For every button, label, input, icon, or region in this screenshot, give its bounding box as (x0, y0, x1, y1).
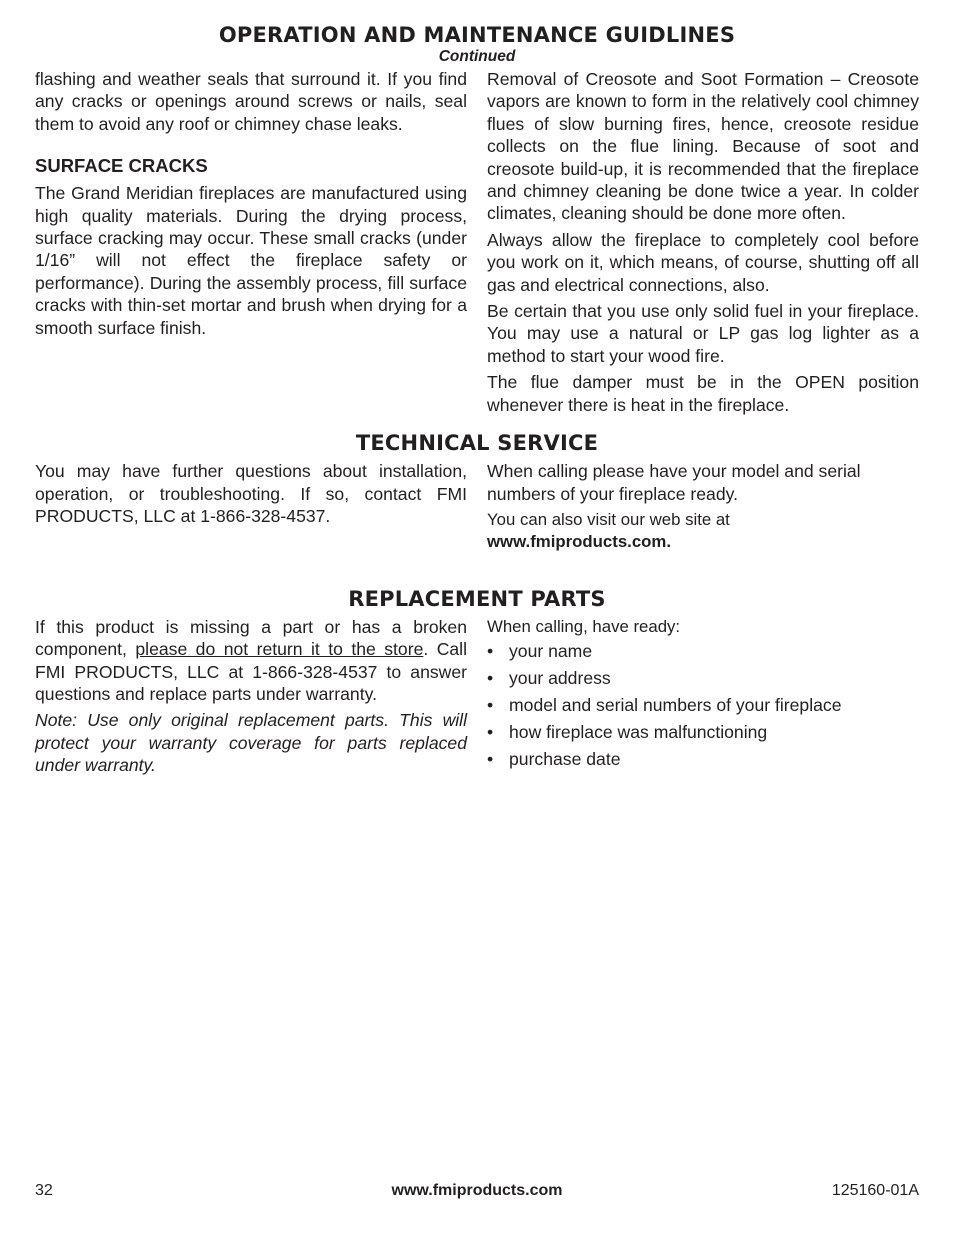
solid-fuel-paragraph: Be certain that you use only solid fuel in your fireplace. You may use a natural or LP gas log lighter as a method to start your wood fire. (487, 301, 919, 366)
technical-service-ready-paragraph: When calling please have your model and serial numbers of your fireplace ready. (487, 461, 861, 504)
when-calling-intro: When calling, have ready: (487, 616, 681, 636)
operation-left-intro: flashing and weather seals that surround it. If you find any cracks or openings around screws or nails, seal them to avoid any roof or chimney chase leaks. (35, 69, 467, 134)
bullet-icon: • (487, 749, 494, 770)
replacement-parts-right-column (487, 616, 919, 781)
have-ready-list (487, 638, 919, 773)
list-item (487, 638, 919, 665)
page-footer (35, 1182, 919, 1204)
technical-service-left-column (35, 460, 467, 554)
technical-service-contact-paragraph: You may have further questions about installation, operation, or troubleshooting. If so, contact FMI PRODUCTS, LLC at 1-866-328-4537. (35, 461, 467, 526)
operation-columns (35, 68, 919, 420)
replacement-parts-text-pre: If this product is missing a part or has a broken component, (35, 616, 467, 660)
continued-label: Continued (438, 48, 516, 65)
replacement-parts-left-column (35, 616, 467, 781)
technical-service-columns (35, 460, 919, 554)
list-item (487, 746, 919, 773)
replacement-parts-paragraph (35, 616, 467, 706)
list-item (487, 692, 919, 719)
footer-website: www.fmiproducts.com (391, 1182, 563, 1199)
surface-cracks-body: The Grand Meridian fireplaces are manufactured using high quality materials. During the drying process, surface cracking may occur. These small cracks (under 1/16” will not effect the fireplace safety or performance). During the assembly process, fill surface cracks with thin-set mortar and brush when drying for a smooth surface finish. (35, 183, 467, 338)
operation-right-column (487, 68, 919, 420)
cool-before-work-paragraph: Always allow the fireplace to completely cool before you work on it, which means, of course, shutting off all gas and electrical connections, also. (487, 229, 919, 295)
operation-left-column (35, 68, 467, 420)
bullet-icon: • (487, 722, 494, 743)
section-title-technical-service: TECHNICAL SERVICE (355, 431, 599, 456)
replacement-parts-note: Note: Use only original replacement parts. This will protect your warranty coverage for parts replaced under warranty. (35, 710, 467, 776)
list-item-text: how fireplace was malfunctioning (509, 722, 768, 743)
bullet-icon: • (487, 668, 494, 689)
creosote-paragraph: Removal of Creosote and Soot Formation – Creosote vapors are known to form in the relatively cool chimney flues of slow burning fires, hence, creosote residue collects on the flue lining. Because of soot and creosote build-up, it is recommended that the fireplace and chimney cleaning be done twice a year. In colder climates, cleaning should be done more often. (487, 69, 919, 224)
list-item-text: your address (509, 668, 611, 689)
list-item (487, 665, 919, 692)
document-code: 125160-01A (831, 1182, 919, 1199)
website-link[interactable]: www.fmiproducts.com. (487, 532, 671, 552)
section-title-replacement-parts: REPLACEMENT PARTS (348, 586, 606, 611)
technical-service-website-paragraph (487, 509, 919, 554)
section-title-operation: OPERATION AND MAINTENANCE GUIDLINES (218, 23, 736, 47)
list-item (487, 719, 919, 746)
list-item-text: your name (509, 641, 593, 662)
flue-damper-paragraph: The flue damper must be in the OPEN position whenever there is heat in the fireplace. (487, 372, 919, 415)
website-intro-text: You can also visit our web site at (487, 509, 730, 529)
replacement-parts-text-post: . Call FMI PRODUCTS, LLC at 1-866-328-4537 to answer questions and replace parts under warranty. (35, 639, 467, 704)
list-item-text: purchase date (509, 749, 621, 770)
replacement-parts-columns (35, 616, 919, 781)
surface-cracks-heading: SURFACE CRACKS (35, 155, 208, 177)
technical-service-right-column (487, 460, 919, 554)
page-content (35, 22, 919, 781)
bullet-icon: • (487, 695, 494, 716)
page-number: 32 (35, 1182, 53, 1199)
list-item-text: model and serial numbers of your fireplace (509, 695, 842, 716)
bullet-icon: • (487, 641, 494, 662)
do-not-return-text: please do not return it to the store (135, 639, 424, 660)
